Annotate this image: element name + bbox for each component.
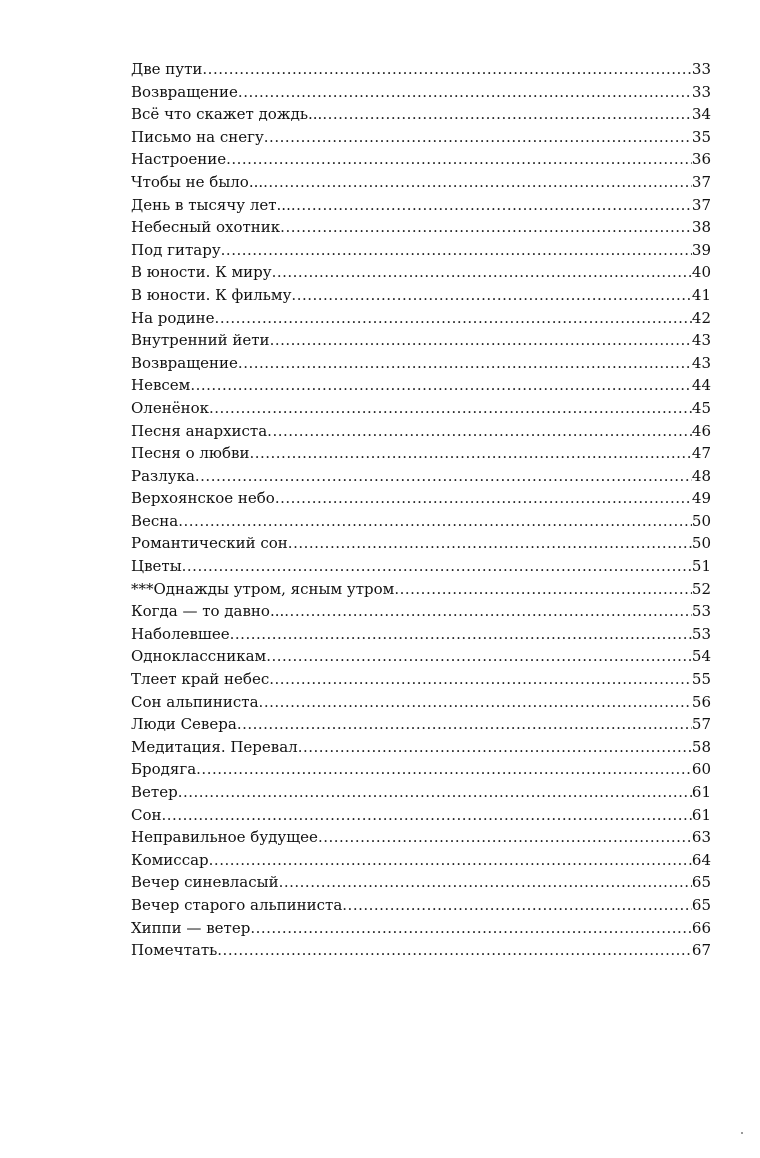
dot-leader xyxy=(237,715,692,733)
dot-leader xyxy=(291,196,692,214)
toc-entry-title: Цветы xyxy=(131,557,182,576)
toc-entry-page: 65 xyxy=(691,895,711,914)
toc-entry-page: 54 xyxy=(691,647,711,666)
toc-entry xyxy=(131,647,711,670)
toc-entry-title: Медитация. Перевал xyxy=(131,737,298,756)
toc-entry-page: 39 xyxy=(691,240,711,259)
toc-entry xyxy=(131,422,711,445)
toc-entry-page: 53 xyxy=(691,624,711,643)
toc-entry-page: 65 xyxy=(691,873,711,892)
toc-entry-title: Возвращение xyxy=(131,353,238,372)
toc-entry xyxy=(131,806,711,829)
table-of-contents xyxy=(131,60,711,964)
toc-entry xyxy=(131,715,711,738)
dot-leader xyxy=(270,331,692,349)
toc-entry-title: Ветер xyxy=(131,783,178,801)
dot-leader xyxy=(269,670,692,688)
toc-entry xyxy=(131,83,711,106)
toc-entry-page: 46 xyxy=(691,421,711,440)
toc-entry-page: 58 xyxy=(691,737,711,756)
toc-entry xyxy=(131,534,711,557)
toc-entry-title: Вечер старого альпиниста xyxy=(131,895,343,914)
toc-entry-title: Когда — то давно... xyxy=(131,602,285,621)
toc-entry xyxy=(131,738,711,761)
toc-entry-title: Письмо на снегу xyxy=(131,127,264,146)
toc-entry xyxy=(131,105,711,128)
toc-entry-page: 63 xyxy=(691,828,711,847)
dot-leader xyxy=(288,534,692,552)
toc-entry-page: 57 xyxy=(691,715,711,734)
dot-leader xyxy=(263,173,692,191)
dot-leader xyxy=(394,580,692,598)
toc-entry xyxy=(131,557,711,580)
toc-entry xyxy=(131,399,711,422)
toc-entry-page: 41 xyxy=(691,285,711,304)
toc-entry-title: Весна xyxy=(131,511,179,530)
toc-entry-title: Возвращение xyxy=(131,82,238,101)
toc-entry-page: 60 xyxy=(691,760,711,779)
dot-leader xyxy=(182,557,692,575)
toc-entry xyxy=(131,128,711,151)
toc-entry-page: 66 xyxy=(691,918,711,937)
toc-entry-page: 37 xyxy=(691,172,711,191)
toc-entry xyxy=(131,331,711,354)
toc-entry-page: 36 xyxy=(691,150,711,169)
toc-entry xyxy=(131,919,711,942)
dot-leader xyxy=(215,309,692,327)
dot-leader xyxy=(230,625,692,643)
dot-leader xyxy=(284,602,692,620)
dot-leader xyxy=(238,354,692,372)
dot-leader xyxy=(178,783,692,801)
toc-entry xyxy=(131,828,711,851)
toc-entry-page: 44 xyxy=(691,376,711,395)
toc-entry-title: Одноклассникам xyxy=(131,647,267,666)
toc-entry-page: 48 xyxy=(691,466,711,485)
toc-entry-title: Люди Севера xyxy=(131,715,237,734)
toc-entry xyxy=(131,512,711,535)
dot-leader xyxy=(272,263,692,281)
toc-entry-title: На родине xyxy=(131,308,215,327)
toc-entry xyxy=(131,196,711,219)
toc-entry-title: Неправильное будущее xyxy=(131,828,318,847)
toc-entry-page: 53 xyxy=(691,602,711,621)
dot-leader xyxy=(318,828,692,846)
toc-entry-title: Оленёнок xyxy=(131,398,209,417)
toc-entry-page: 34 xyxy=(691,105,711,124)
dot-leader xyxy=(322,105,692,123)
toc-entry xyxy=(131,941,711,964)
toc-entry xyxy=(131,670,711,693)
toc-entry xyxy=(131,354,711,377)
dot-leader xyxy=(266,647,692,665)
toc-entry-title: Романтический сон xyxy=(131,534,288,553)
dot-leader xyxy=(226,150,692,168)
dot-leader xyxy=(264,128,692,146)
toc-entry-page: 45 xyxy=(691,398,711,417)
dot-leader xyxy=(267,422,692,440)
toc-entry xyxy=(131,286,711,309)
toc-entry xyxy=(131,444,711,467)
toc-entry-title: Помечтать xyxy=(131,941,218,960)
toc-entry-title: Разлука xyxy=(131,466,195,485)
toc-entry xyxy=(131,150,711,173)
toc-entry-title: Песня анархиста xyxy=(131,421,268,440)
toc-entry-page: 56 xyxy=(691,692,711,711)
dot-leader xyxy=(202,60,692,78)
toc-entry xyxy=(131,218,711,241)
dot-leader xyxy=(190,376,692,394)
toc-entry xyxy=(131,693,711,716)
toc-entry-title: Невсем xyxy=(131,376,191,395)
dot-leader xyxy=(196,760,692,778)
toc-entry xyxy=(131,580,711,603)
toc-entry-title: Тлеет край небес xyxy=(131,670,270,689)
toc-entry xyxy=(131,173,711,196)
toc-entry xyxy=(131,851,711,874)
toc-entry-page: 64 xyxy=(691,850,711,869)
toc-entry-title: День в тысячу лет... xyxy=(131,195,291,214)
dot-leader xyxy=(221,241,692,259)
toc-entry-page: 33 xyxy=(691,82,711,101)
toc-entry xyxy=(131,783,711,806)
toc-entry-title: Наболевшее xyxy=(131,624,230,643)
dot-leader xyxy=(298,738,692,756)
dot-leader xyxy=(162,806,692,824)
toc-entry-title: Комиссар xyxy=(131,850,209,869)
toc-entry-page: 43 xyxy=(691,331,711,350)
toc-entry-title: Под гитару xyxy=(131,240,221,259)
toc-entry-page: 61 xyxy=(691,783,711,801)
toc-entry xyxy=(131,60,711,83)
dot-leader xyxy=(291,286,691,304)
toc-entry-title: Чтобы не было... xyxy=(131,172,264,191)
dot-leader xyxy=(178,512,692,530)
dot-leader xyxy=(275,489,692,507)
dot-leader xyxy=(195,467,692,485)
toc-entry xyxy=(131,489,711,512)
toc-entry-title: Сон альпиниста xyxy=(131,692,259,711)
toc-entry-page: 43 xyxy=(691,353,711,372)
dot-leader xyxy=(238,83,692,101)
toc-entry xyxy=(131,873,711,896)
toc-entry-page: 33 xyxy=(691,60,711,78)
toc-entry-title: В юности. К фильму xyxy=(131,285,292,304)
toc-entry-page: 61 xyxy=(691,805,711,824)
toc-entry-title: Настроение xyxy=(131,150,227,169)
toc-entry-title: Бродяга xyxy=(131,760,197,779)
toc-entry-page: 47 xyxy=(691,444,711,463)
toc-entry xyxy=(131,896,711,919)
toc-entry xyxy=(131,467,711,490)
dot-leader xyxy=(209,399,692,417)
toc-entry-title: ***Однажды утром, ясным утром xyxy=(131,579,395,598)
toc-entry xyxy=(131,602,711,625)
toc-entry-page: 50 xyxy=(691,534,711,553)
scan-speck xyxy=(741,1132,743,1134)
toc-entry-page: 35 xyxy=(691,127,711,146)
toc-entry xyxy=(131,625,711,648)
toc-entry-page: 37 xyxy=(691,195,711,214)
toc-entry xyxy=(131,760,711,783)
toc-entry-page: 38 xyxy=(691,218,711,237)
toc-entry-page: 42 xyxy=(691,308,711,327)
toc-entry-title: В юности. К миру xyxy=(131,263,272,282)
dot-leader xyxy=(280,218,692,236)
toc-entry-title: Вечер синевласый xyxy=(131,873,279,892)
toc-entry-title: Небесный охотник xyxy=(131,218,281,237)
toc-entry-page: 40 xyxy=(691,263,711,282)
toc-entry xyxy=(131,241,711,264)
toc-entry xyxy=(131,376,711,399)
dot-leader xyxy=(209,851,692,869)
toc-entry-page: 67 xyxy=(691,941,711,960)
toc-entry-page: 49 xyxy=(691,489,711,508)
toc-entry-title: Всё что скажет дождь... xyxy=(131,105,323,124)
toc-entry-title: Песня о любви xyxy=(131,444,250,463)
toc-entry-title: Внутренний йети xyxy=(131,331,270,350)
dot-leader xyxy=(249,444,691,462)
toc-entry-title: Сон xyxy=(131,805,162,824)
toc-entry-title: Две пути xyxy=(131,60,203,78)
dot-leader xyxy=(217,941,692,959)
dot-leader xyxy=(279,873,692,891)
dot-leader xyxy=(259,693,692,711)
dot-leader xyxy=(250,919,692,937)
toc-entry-title: Верхоянское небо xyxy=(131,489,275,508)
toc-entry-page: 51 xyxy=(691,557,711,576)
toc-entry-page: 55 xyxy=(691,670,711,689)
toc-entry xyxy=(131,263,711,286)
toc-entry-title: Хиппи — ветер xyxy=(131,918,251,937)
toc-entry-page: 52 xyxy=(691,579,711,598)
toc-entry xyxy=(131,309,711,332)
toc-entry-page: 50 xyxy=(691,511,711,530)
dot-leader xyxy=(342,896,692,914)
